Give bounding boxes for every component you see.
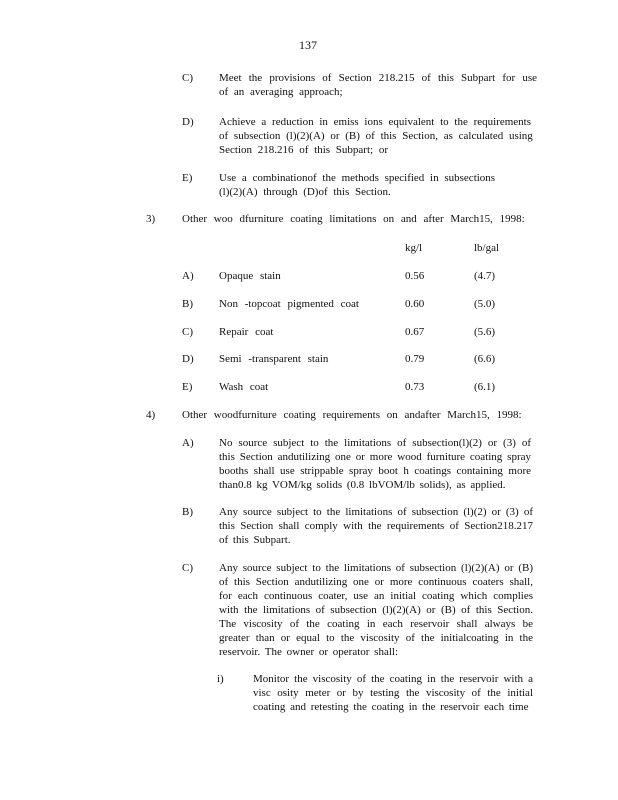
limit-row-name: Repair coat — [219, 326, 274, 338]
item-label-e: E) — [182, 172, 193, 184]
limit-row-kgl: 0.67 — [405, 326, 425, 338]
limit-row-lbgal: (5.6) — [474, 326, 496, 338]
limit-row-label: A) — [182, 270, 194, 282]
page-number: 137 — [299, 38, 317, 52]
limit-row-lbgal: (5.0) — [474, 298, 496, 310]
item-label-c: C) — [182, 72, 193, 84]
item-label-d: D) — [182, 116, 194, 128]
limit-row-lbgal: (6.1) — [474, 381, 496, 393]
limit-row-name: Semi -transparent stain — [219, 353, 329, 365]
limit-row-lbgal: (4.7) — [474, 270, 496, 282]
limit-row-kgl: 0.60 — [405, 298, 425, 310]
limit-row-name: Wash coat — [219, 381, 269, 393]
requirement-text-a: No source subject to the limitations of subsection(l)(2) or (3) of this Section andutilizing one or more wood furniture coating spray booths shall use strippable spray boot h coatings containing more than0.8 kg VOM/kg solids (0.8 lbVOM/lb solids), as applied. — [219, 437, 531, 491]
item-text-e: Use a combinationof the methods specified in subsections (l)(2)(A) through (D)of this Section. — [219, 172, 496, 198]
requirement-label-a: A) — [182, 437, 194, 449]
requirement-text-c: Any source subject to the limitations of subsection (l)(2)(A) or (B) of this Section andutilizing one or more continuous coaters shall, for each continuous coater, use an initial coating which complies with the limitations of subsection (l)(2)(A) or (B) of this Section. The viscosity of the coating in each reservoir shall always be greater than or equal to the viscosity of the initialcoating in the reservoir. The owner or operator shall: — [219, 562, 533, 658]
column-header-kgl: kg/l — [405, 242, 423, 254]
limit-row-label: C) — [182, 326, 193, 338]
requirement-text-b: Any source subject to the limitations of subsection (l)(2) or (3) of this Section shall comply with the requirements of Section218.217 of this Subpart. — [219, 506, 533, 546]
requirement-label-c: C) — [182, 562, 193, 574]
section-4-label: 4) — [146, 409, 156, 421]
sub-item-text-i: Monitor the viscosity of the coating in the reservoir with a visc osity meter or by testing the viscosity of the initial coating and retesting the coating in the reservoir each time — [253, 673, 533, 713]
limit-row-kgl: 0.73 — [405, 381, 425, 393]
item-text-c: Meet the provisions of Section 218.215 of this Subpart for use of an averaging approach; — [219, 72, 537, 98]
limit-row-lbgal: (6.6) — [474, 353, 496, 365]
requirement-label-b: B) — [182, 506, 193, 518]
column-header-lbgal: lb/gal — [474, 242, 500, 254]
limit-row-label: B) — [182, 298, 193, 310]
limit-row-name: Opaque stain — [219, 270, 281, 282]
item-text-d: Achieve a reduction in emiss ions equivalent to the requirements of subsection (l)(2)(A) or (B) of this Section, as calculated using Section 218.216 of this Subpart; or — [219, 116, 533, 156]
limit-row-label: D) — [182, 353, 194, 365]
section-3-heading: Other woo dfurniture coating limitations on and after March15, 1998: — [182, 213, 525, 225]
section-3-label: 3) — [146, 213, 156, 225]
section-4-heading: Other woodfurniture coating requirements on andafter March15, 1998: — [182, 409, 522, 421]
sub-item-label-i: i) — [217, 673, 224, 685]
limit-row-kgl: 0.56 — [405, 270, 425, 282]
limit-row-name: Non -topcoat pigmented coat — [219, 298, 359, 310]
limit-row-kgl: 0.79 — [405, 353, 425, 365]
limit-row-label: E) — [182, 381, 193, 393]
